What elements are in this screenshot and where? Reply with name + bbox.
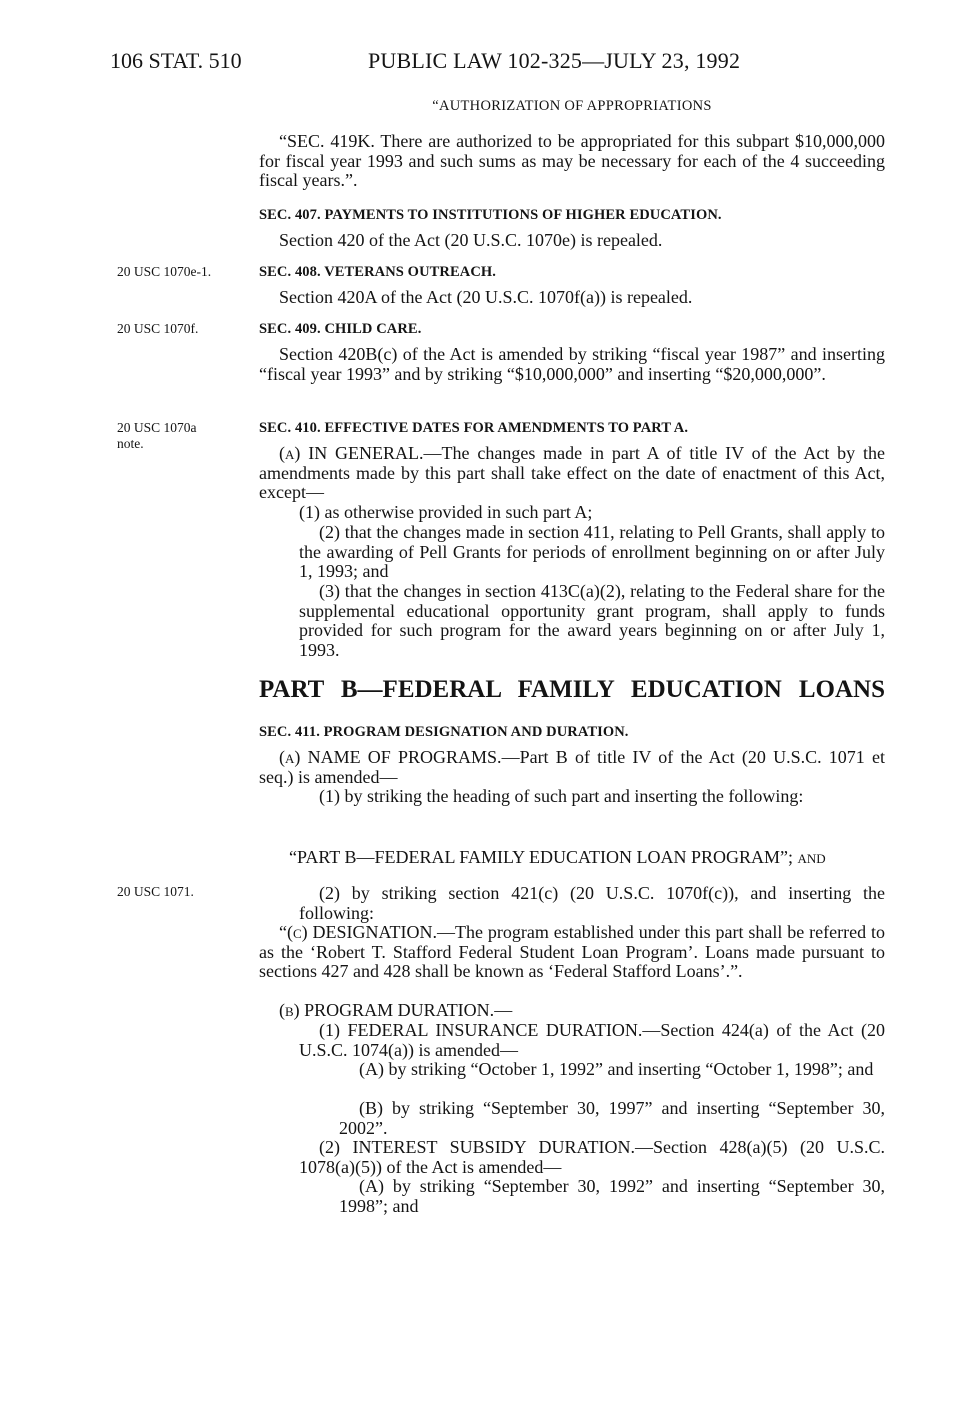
sec-419k-paragraph: “SEC. 419K. There are authorized to be appropriated for this subpart $10,000,000 for fiscal year 1993 and such sums as may be necessary for each of the 4 succeeding fiscal years.”. [259, 131, 885, 190]
sec-411-b1-A: (A) by striking “October 1, 1992” and inserting “October 1, 1998”; and [359, 1059, 874, 1079]
margin-note-1070e-1: 20 USC 1070e-1. [117, 264, 212, 279]
sec-411-a-paragraph [259, 748, 885, 787]
sec-410-heading: SEC. 410. EFFECTIVE DATES FOR AMENDMENTS TO PART A. [259, 420, 689, 436]
sec-411-a-label: (a) NAME OF PROGRAMS. [279, 747, 502, 767]
sec-411-designation-label: “(c) DESIGNATION. [279, 922, 438, 942]
sec-411-a1: (1) by striking the heading of such part and inserting the following: [319, 786, 804, 806]
sec-410-a-paragraph [259, 444, 885, 503]
sec-411-b1-paragraph [299, 1021, 885, 1060]
sec-411-quoted-heading: “PART B—FEDERAL FAMILY EDUCATION LOAN PROGRAM”; and [289, 847, 826, 867]
part-b-heading: PART B—FEDERAL FAMILY EDUCATION LOANS [259, 676, 885, 703]
sec-411-b1-B: (B) by striking “September 30, 1997” and inserting “September 30, 2002”. [339, 1098, 885, 1138]
sec-411-designation-text: —The program established under this part shall be referred to as the ‘Robert T. Stafford Federal Student Loan Program’. Loans made pursuant to sections 427 and 428 shall be known as ‘Federal Stafford Loans’.”. [259, 922, 885, 981]
sec-411-b-text: — [494, 1000, 513, 1020]
stat-page-number: 106 STAT. 510 [110, 48, 242, 73]
sec-411-b2-label: (2) INTEREST SUBSIDY DURATION. [319, 1137, 636, 1157]
sec-411-b-label: (b) PROGRAM DURATION. [279, 1000, 495, 1020]
sec-411-a-text: —Part B of title IV of the Act (20 U.S.C. 1071 et seq.) is amended— [259, 747, 886, 787]
sec-409-heading: SEC. 409. CHILD CARE. [259, 321, 422, 337]
sec-410-a-text: —The changes made in part A of title IV of the Act by the amendments made by this part shall take effect on the date of enactment of this Act, except— [259, 443, 886, 502]
sec-408-heading: SEC. 408. VETERANS OUTREACH. [259, 264, 496, 280]
margin-note-1070a: 20 USC 1070a [117, 420, 197, 435]
sec-407-body: Section 420 of the Act (20 U.S.C. 1070e) is repealed. [279, 230, 663, 250]
margin-note-1071: 20 USC 1071. [117, 884, 194, 899]
sec-411-designation-paragraph [259, 923, 885, 982]
sec-410-a-label: (a) IN GENERAL. [279, 443, 424, 463]
law-title: PUBLIC LAW 102-325—JULY 23, 1992 [368, 48, 741, 73]
sec-410-a3: (3) that the changes in section 413C(a)(2), relating to the Federal share for the supplemental educational opportunity grant program, shall apply to funds provided for such program for the award years beginning on or after July 1, 1993. [299, 581, 885, 660]
margin-note-1070a-note: note. [117, 436, 144, 451]
sec-411-b1-label: (1) FEDERAL INSURANCE DURATION. [319, 1020, 643, 1040]
page-header [110, 48, 890, 78]
sec-411-b2-paragraph [299, 1138, 885, 1177]
authorization-heading: “AUTHORIZATION OF APPROPRIATIONS [432, 98, 712, 114]
sec-411-a2: (2) by striking section 421(c) (20 U.S.C. 1070f(c)), and inserting the following: [299, 883, 885, 923]
sec-411-b2-text: —Section 428(a)(5) (20 U.S.C. 1078(a)(5)) of the Act is amended— [299, 1137, 885, 1177]
sec-408-body: Section 420A of the Act (20 U.S.C. 1070f(a)) is repealed. [279, 287, 693, 307]
sec-409-body: Section 420B(c) of the Act is amended by striking “fiscal year 1987” and inserting “fiscal year 1993” and by striking “$10,000,000” and inserting “$20,000,000”. [259, 344, 885, 384]
sec-410-a2: (2) that the changes made in section 411, relating to Pell Grants, shall apply to the awarding of Pell Grants for periods of enrollment beginning on or after July 1, 1993; and [299, 522, 885, 581]
sec-411-b1-text: —Section 424(a) of the Act (20 U.S.C. 1074(a)) is amended— [299, 1020, 885, 1060]
sec-410-a1: (1) as otherwise provided in such part A; [299, 502, 593, 522]
margin-note-1070f: 20 USC 1070f. [117, 321, 199, 336]
sec-411-b-paragraph [279, 1001, 885, 1021]
sec-411-b2-A: (A) by striking “September 30, 1992” and inserting “September 30, 1998”; and [339, 1176, 885, 1216]
sec-407-heading: SEC. 407. PAYMENTS TO INSTITUTIONS OF HIGHER EDUCATION. [259, 207, 722, 223]
sec-411-heading: SEC. 411. PROGRAM DESIGNATION AND DURATION. [259, 724, 629, 740]
